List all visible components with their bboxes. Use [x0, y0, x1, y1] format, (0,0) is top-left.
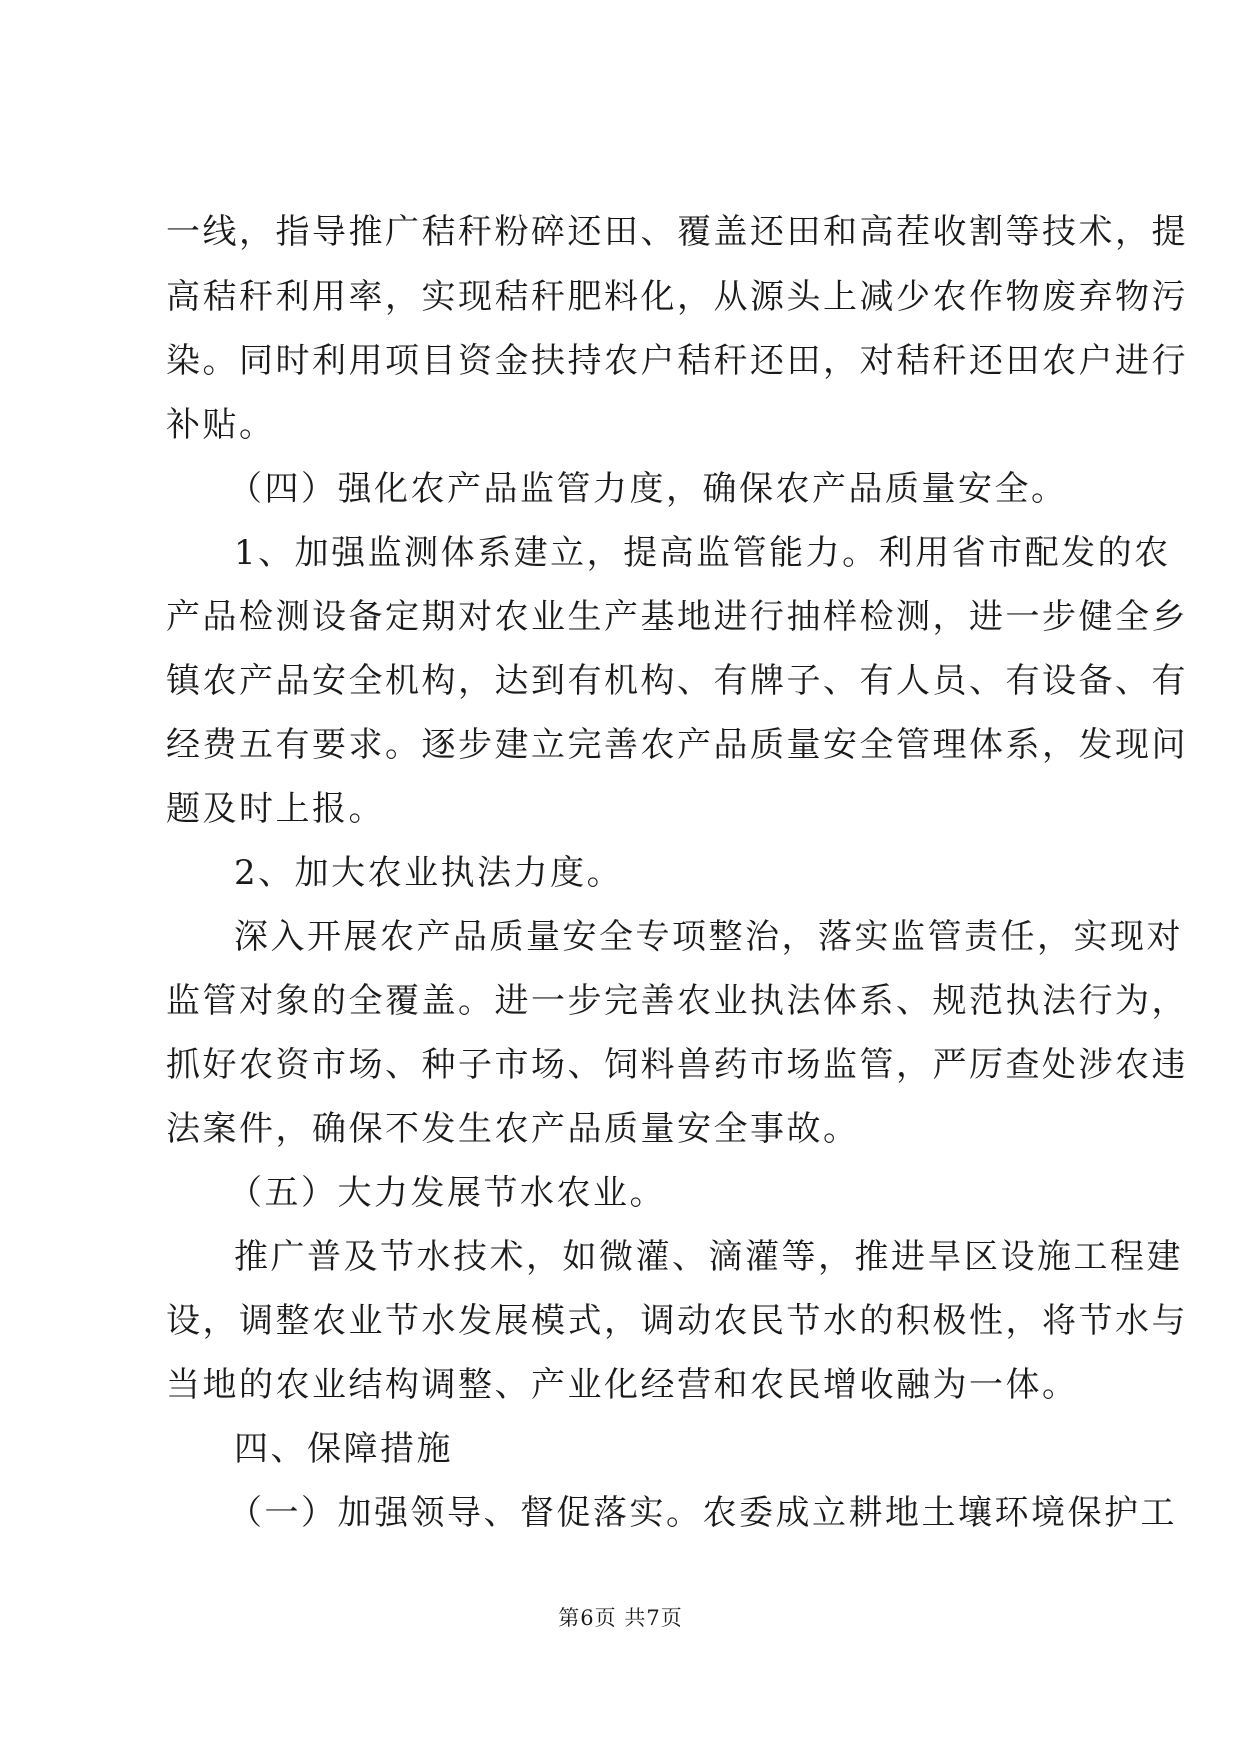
text-line: 染。同时利用项目资金扶持农户秸秆还田，对秸秆还田农户进行 — [166, 341, 1188, 381]
section-heading: （一）加强领导、督促落实。农委成立耕地土壤环境保护工 — [228, 1493, 1177, 1533]
section-heading: （五）大力发展节水农业。 — [228, 1173, 666, 1213]
section-heading: （四）强化农产品监管力度，确保农产品质量安全。 — [228, 469, 1068, 509]
page-footer: 第6页 共7页 — [558, 1606, 683, 1630]
text-line: 一线，指导推广秸秆粉碎还田、覆盖还田和高茬收割等技术，提 — [166, 212, 1188, 252]
text-line: 法案件，确保不发生农产品质量安全事故。 — [166, 1109, 860, 1149]
text-line: 高秸秆利用率，实现秸秆肥料化，从源头上减少农作物废弃物污 — [166, 277, 1188, 317]
text-line: 推广普及节水技术，如微灌、滴灌等，推进旱区设施工程建 — [234, 1237, 1183, 1277]
chapter-heading: 四、保障措施 — [234, 1429, 453, 1469]
text-line: 题及时上报。 — [166, 789, 385, 829]
text-line: 镇农产品安全机构，达到有机构、有牌子、有人员、有设备、有 — [166, 661, 1188, 701]
text-line: 设，调整农业节水发展模式，调动农民节水的积极性，将节水与 — [166, 1301, 1188, 1341]
text-line: 1、加强监测体系建立，提高监管能力。利用省市配发的农 — [234, 533, 1171, 573]
text-line: 监管对象的全覆盖。进一步完善农业执法体系、规范执法行为， — [166, 981, 1188, 1021]
text-line: 经费五有要求。逐步建立完善农产品质量安全管理体系，发现问 — [166, 725, 1188, 765]
text-line: 补贴。 — [166, 405, 276, 445]
text-line: 产品检测设备定期对农业生产基地进行抽样检测，进一步健全乡 — [166, 597, 1188, 637]
text-line: 深入开展农产品质量安全专项整治，落实监管责任，实现对 — [234, 917, 1183, 957]
text-line: 当地的农业结构调整、产业化经营和农民增收融为一体。 — [166, 1365, 1079, 1405]
subsection-heading: 2、加大农业执法力度。 — [234, 853, 624, 893]
text-line: 抓好农资市场、种子市场、饲料兽药市场监管，严厉查处涉农违 — [166, 1045, 1188, 1085]
